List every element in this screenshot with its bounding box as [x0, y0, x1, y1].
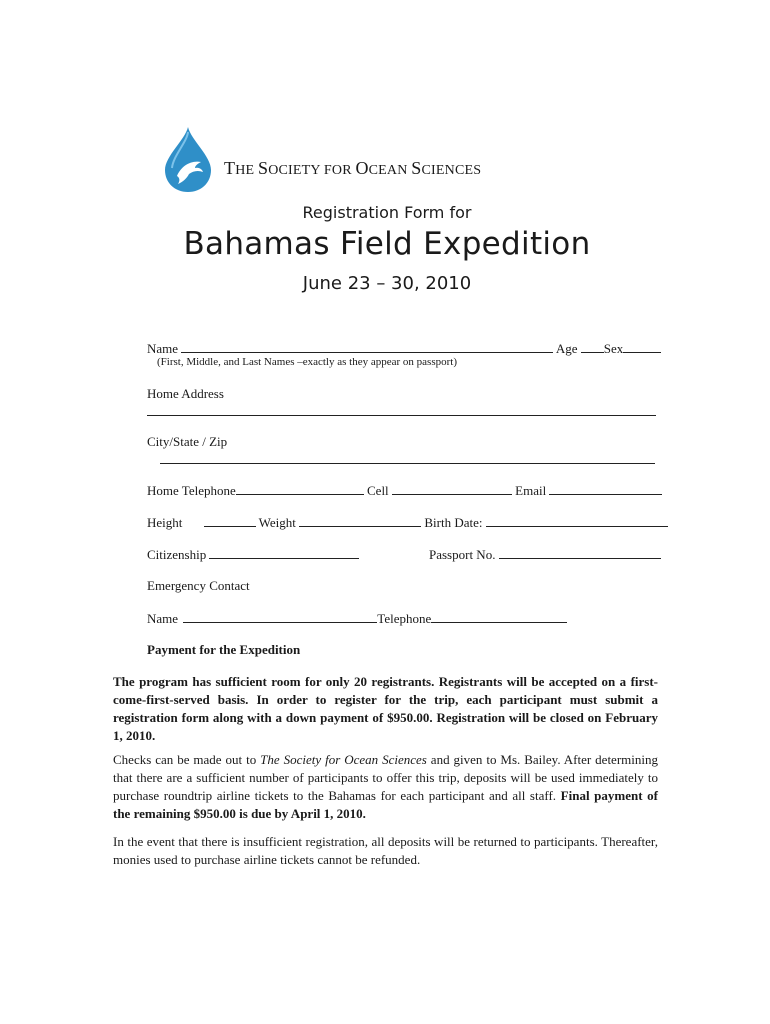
name-field[interactable] — [181, 340, 553, 353]
org-letter: S — [411, 158, 422, 178]
form-title: Bahamas Field Expedition — [183, 226, 591, 262]
age-label: Age — [555, 341, 578, 356]
payment-paragraph-3: In the event that there is insufficient registration, all deposits will be returned to participants. Thereafter, monies used to purchase airline tickets cannot be refunded. — [113, 834, 658, 867]
name-note: (First, Middle, and Last Names –exactly as they appear on passport) — [157, 356, 457, 368]
sex-field[interactable] — [623, 340, 661, 353]
emergency-contact-label: Emergency Contact — [147, 578, 250, 593]
org-text: CIENCES — [421, 163, 482, 178]
citizenship-field[interactable] — [209, 546, 359, 559]
payment-paragraph-2 — [113, 751, 658, 823]
ec-telephone-label: Telephone — [377, 611, 432, 626]
emergency-contact-row — [147, 610, 567, 627]
p2-final-payment: Final payment of the remaining $950.00 is due by April 1, 2010. — [113, 788, 658, 821]
org-letter: T — [224, 158, 236, 178]
birth-date-label: Birth Date: — [424, 515, 483, 530]
email-label: Email — [515, 483, 547, 498]
cell-label: Cell — [367, 483, 389, 498]
weight-field[interactable] — [299, 514, 421, 527]
ec-name-field[interactable] — [183, 610, 377, 623]
org-text: OCIETY FOR — [268, 163, 356, 178]
sex-label: Sex — [603, 341, 624, 356]
height-field[interactable] — [204, 514, 256, 527]
form-subtitle: Registration Form for — [302, 203, 472, 222]
org-letter: O — [355, 158, 369, 178]
weight-label: Weight — [258, 515, 296, 530]
society-logo — [163, 126, 213, 194]
water-drop-dolphin-icon — [163, 126, 213, 194]
name-label: Name — [147, 341, 179, 356]
home-telephone-label: Home Telephone — [147, 483, 236, 498]
home-address-label: Home Address — [147, 386, 224, 401]
age-field[interactable] — [581, 340, 604, 353]
payment-paragraph-1: The program has sufficient room for only 20 registrants. Registrants will be accepted on a first-come-first-served basis. In order to register for the trip, each participant must submit a registration form along with a down payment of $950.00. Registration will be closed on February 1, 2010. — [113, 674, 658, 743]
passport-no-field[interactable] — [499, 546, 661, 559]
payment-heading: Payment for the Expedition — [147, 642, 301, 657]
organization-name — [224, 158, 481, 179]
home-telephone-field[interactable] — [236, 482, 364, 495]
ec-telephone-field[interactable] — [431, 610, 567, 623]
citizenship-row — [147, 546, 359, 563]
ec-name-label: Name — [147, 611, 179, 626]
home-address-field[interactable] — [147, 403, 656, 416]
email-field[interactable] — [549, 482, 662, 495]
org-text: HE — [235, 163, 258, 178]
citizenship-label: Citizenship — [147, 547, 207, 562]
height-row — [147, 514, 668, 531]
cell-field[interactable] — [392, 482, 512, 495]
p2-society-name: The Society for Ocean Sciences — [260, 752, 427, 767]
city-state-zip-label: City/State / Zip — [147, 434, 228, 449]
passport-row — [429, 546, 661, 563]
form-dates: June 23 – 30, 2010 — [302, 273, 472, 294]
birth-date-field[interactable] — [486, 514, 668, 527]
p2-text-c: and given to Ms. Bailey. After determining that there are a sufficient number of participants to offer this trip, deposits will be used immediately to purchase roundtrip airline tickets to the Bahamas for each participant and all staff. — [113, 752, 658, 803]
p2-text-a: Checks can be made out to — [113, 752, 261, 767]
telephone-row — [147, 482, 662, 499]
org-text: CEAN — [368, 163, 412, 178]
org-letter: S — [257, 158, 269, 178]
passport-no-label: Passport No. — [429, 547, 496, 562]
height-label: Height — [147, 515, 183, 530]
name-row — [147, 340, 661, 357]
city-state-zip-field[interactable] — [160, 451, 655, 464]
